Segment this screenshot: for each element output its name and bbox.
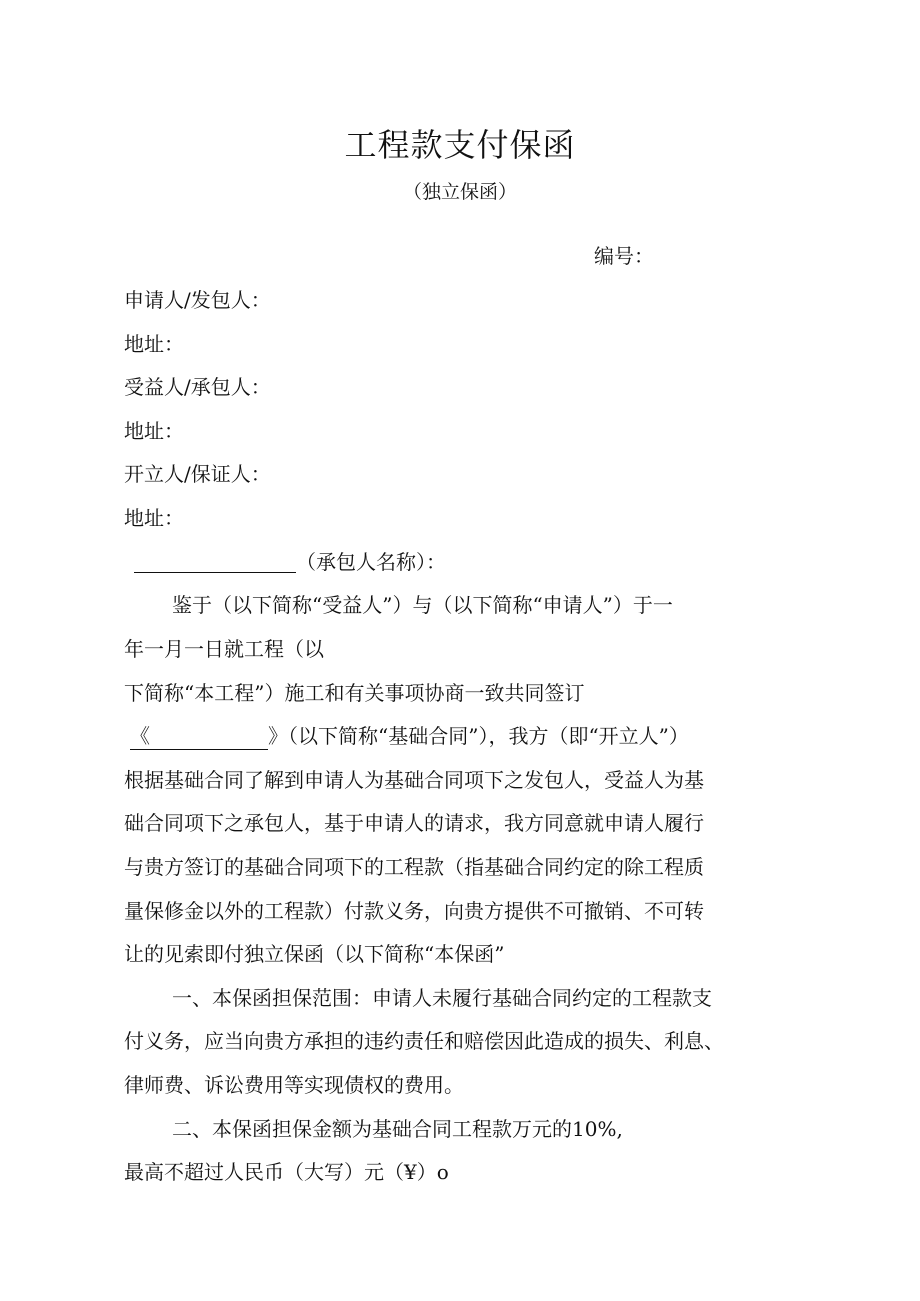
applicant-field: 申请人/发包人： bbox=[124, 288, 271, 312]
paragraph-line bbox=[130, 722, 689, 750]
page-subtitle: （独立保函） bbox=[402, 181, 517, 203]
guarantor-field: 开立人/保证人： bbox=[124, 462, 271, 486]
clause-one-line: 律师费、诉讼费用等实现债权的费用。 bbox=[124, 1073, 464, 1097]
applicant-address-field: 地址： bbox=[124, 332, 184, 356]
book-title-open: 《 bbox=[130, 724, 150, 748]
serial-number-label: 编号： bbox=[594, 244, 654, 268]
clause-two-line: 最高不超过人民币（大写）元（¥）o bbox=[124, 1160, 449, 1184]
clause-one-line: 一、本保函担保范围：申请人未履行基础合同约定的工程款支 bbox=[172, 986, 712, 1010]
paragraph-line: 与贵方签订的基础合同项下的工程款（指基础合同约定的除工程质 bbox=[124, 855, 704, 879]
paragraph-line: 础合同项下之承包人，基于申请人的请求，我方同意就申请人履行 bbox=[124, 811, 704, 835]
beneficiary-field: 受益人/承包人： bbox=[124, 375, 271, 399]
paragraph-line: 鉴于（以下简称“受益人”）与（以下简称“申请人”）于一 bbox=[172, 593, 673, 617]
paragraph-line: 根据基础合同了解到申请人为基础合同项下之发包人，受益人为基 bbox=[124, 768, 704, 792]
beneficiary-address-field: 地址： bbox=[124, 419, 184, 443]
contract-name-blank bbox=[130, 723, 268, 750]
clause-one-line: 付义务，应当向贵方承担的违约责任和赔偿因此造成的损失、利息、 bbox=[124, 1029, 724, 1053]
paragraph-line: 年一月一日就工程（以 bbox=[124, 637, 324, 661]
contractor-name-blank bbox=[134, 550, 296, 573]
paragraph-line: 量保修金以外的工程款）付款义务，向贵方提供不可撤销、不可转 bbox=[124, 899, 704, 923]
salutation-line bbox=[134, 548, 446, 576]
paragraph-line: 让的见索即付独立保函（以下简称“本保函” bbox=[124, 942, 505, 966]
paragraph-line: 下简称“本工程”）施工和有关事项协商一致共同签订 bbox=[124, 681, 585, 705]
contract-reference-text: 》（以下简称“基础合同”），我方（即“开立人”） bbox=[268, 724, 689, 748]
salutation-text: （承包人名称）： bbox=[296, 550, 446, 574]
guarantor-address-field: 地址： bbox=[124, 506, 184, 530]
clause-two-line: 二、本保函担保金额为基础合同工程款万元的10%, bbox=[172, 1117, 623, 1141]
page-title: 工程款支付保函 bbox=[344, 126, 576, 164]
